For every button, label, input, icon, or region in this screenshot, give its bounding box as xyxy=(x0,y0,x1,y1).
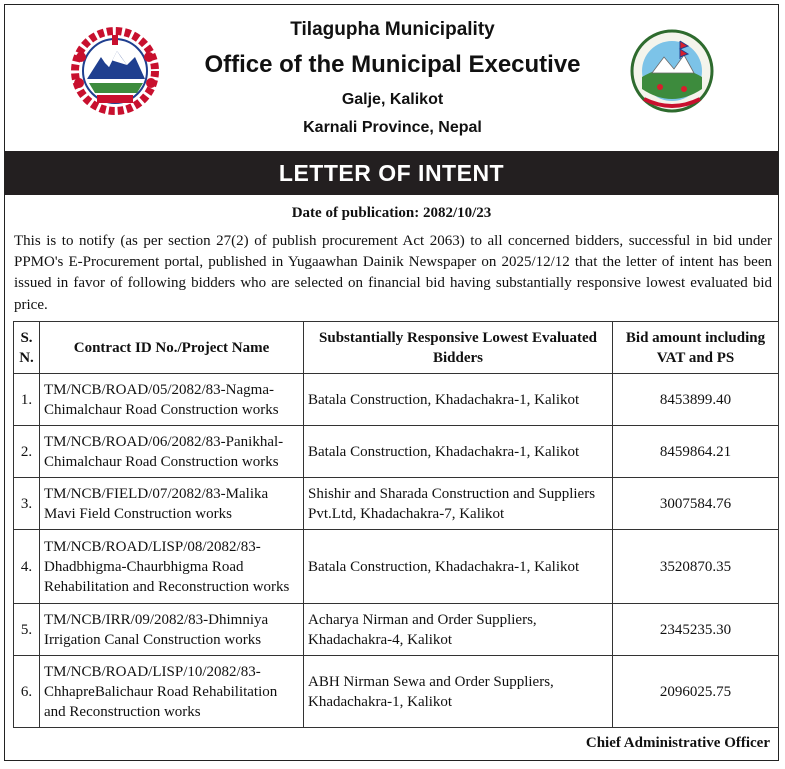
header-amount: Bid amount including VAT and PS xyxy=(613,322,779,374)
row-project: TM/NCB/ROAD/LISP/08/2082/83-Dhadbhigma-Chaurbhigma Road Rehabilitation and Reconstruction works xyxy=(40,530,304,604)
bidder-table xyxy=(13,321,779,728)
row-sn: 6. xyxy=(14,656,40,728)
row-bidder: ABH Nirman Sewa and Order Suppliers, Khadachakra-1, Kalikot xyxy=(304,656,613,728)
letter-title-banner: LETTER OF INTENT xyxy=(5,151,778,195)
row-sn: 5. xyxy=(14,604,40,656)
header-bidder: Substantially Responsive Lowest Evaluated Bidders xyxy=(304,322,613,374)
row-bidder: Batala Construction, Khadachakra-1, Kalikot xyxy=(304,374,613,426)
table-header-row xyxy=(14,322,779,374)
row-sn: 2. xyxy=(14,426,40,478)
row-amount: 3007584.76 xyxy=(613,478,779,530)
row-sn: 3. xyxy=(14,478,40,530)
header-sn: S. N. xyxy=(14,322,40,374)
table-row xyxy=(14,478,779,530)
row-bidder: Shishir and Sharada Construction and Suppliers Pvt.Ltd, Khadachakra-7, Kalikot xyxy=(304,478,613,530)
row-amount: 8453899.40 xyxy=(613,374,779,426)
intro-paragraph: This is to notify (as per section 27(2) of publish procurement Act 2063) to all concerned bidders, successful in bid under PPMO's E-Procurement portal, published in Yugaawhan Dainik Newspaper on 2025/12/12 that the letter of intent has been issued in favor of following bidders who are selected on financial bid having substantially responsive lowest evaluated bid price. xyxy=(14,233,772,313)
municipality-seal-icon xyxy=(630,29,714,113)
header-project: Contract ID No./Project Name xyxy=(40,322,304,374)
row-amount: 3520870.35 xyxy=(613,530,779,604)
row-project: TM/NCB/ROAD/05/2082/83-Nagma-Chimalchaur Road Construction works xyxy=(40,374,304,426)
row-sn: 4. xyxy=(14,530,40,604)
row-project: TM/NCB/ROAD/06/2082/83-Panikhal-Chimalchaur Road Construction works xyxy=(40,426,304,478)
municipality-name: Tilagupha Municipality xyxy=(290,19,495,40)
office-location: Galje, Kalikot xyxy=(341,91,444,108)
row-amount: 2345235.30 xyxy=(613,604,779,656)
row-amount: 2096025.75 xyxy=(613,656,779,728)
letterhead xyxy=(5,5,780,151)
signatory: Chief Administrative Officer xyxy=(585,735,770,751)
row-sn: 1. xyxy=(14,374,40,426)
row-bidder: Batala Construction, Khadachakra-1, Kalikot xyxy=(304,426,613,478)
office-name: Office of the Municipal Executive xyxy=(204,51,581,78)
table-row xyxy=(14,530,779,604)
row-project: TM/NCB/ROAD/LISP/10/2082/83-ChhapreBalichaur Road Rehabilitation and Reconstruction works xyxy=(40,656,304,728)
row-project: TM/NCB/IRR/09/2082/83-Dhimniya Irrigation Canal Construction works xyxy=(40,604,304,656)
row-bidder: Acharya Nirman and Order Suppliers, Khadachakra-4, Kalikot xyxy=(304,604,613,656)
row-amount: 8459864.21 xyxy=(613,426,779,478)
table-row xyxy=(14,604,779,656)
publication-date: Date of publication: 2082/10/23 xyxy=(291,205,492,221)
notice-frame xyxy=(4,4,779,761)
table-row xyxy=(14,426,779,478)
table-row xyxy=(14,374,779,426)
table-row xyxy=(14,656,779,728)
row-bidder: Batala Construction, Khadachakra-1, Kalikot xyxy=(304,530,613,604)
office-province: Karnali Province, Nepal xyxy=(303,119,482,136)
row-project: TM/NCB/FIELD/07/2082/83-Malika Mavi Field Construction works xyxy=(40,478,304,530)
